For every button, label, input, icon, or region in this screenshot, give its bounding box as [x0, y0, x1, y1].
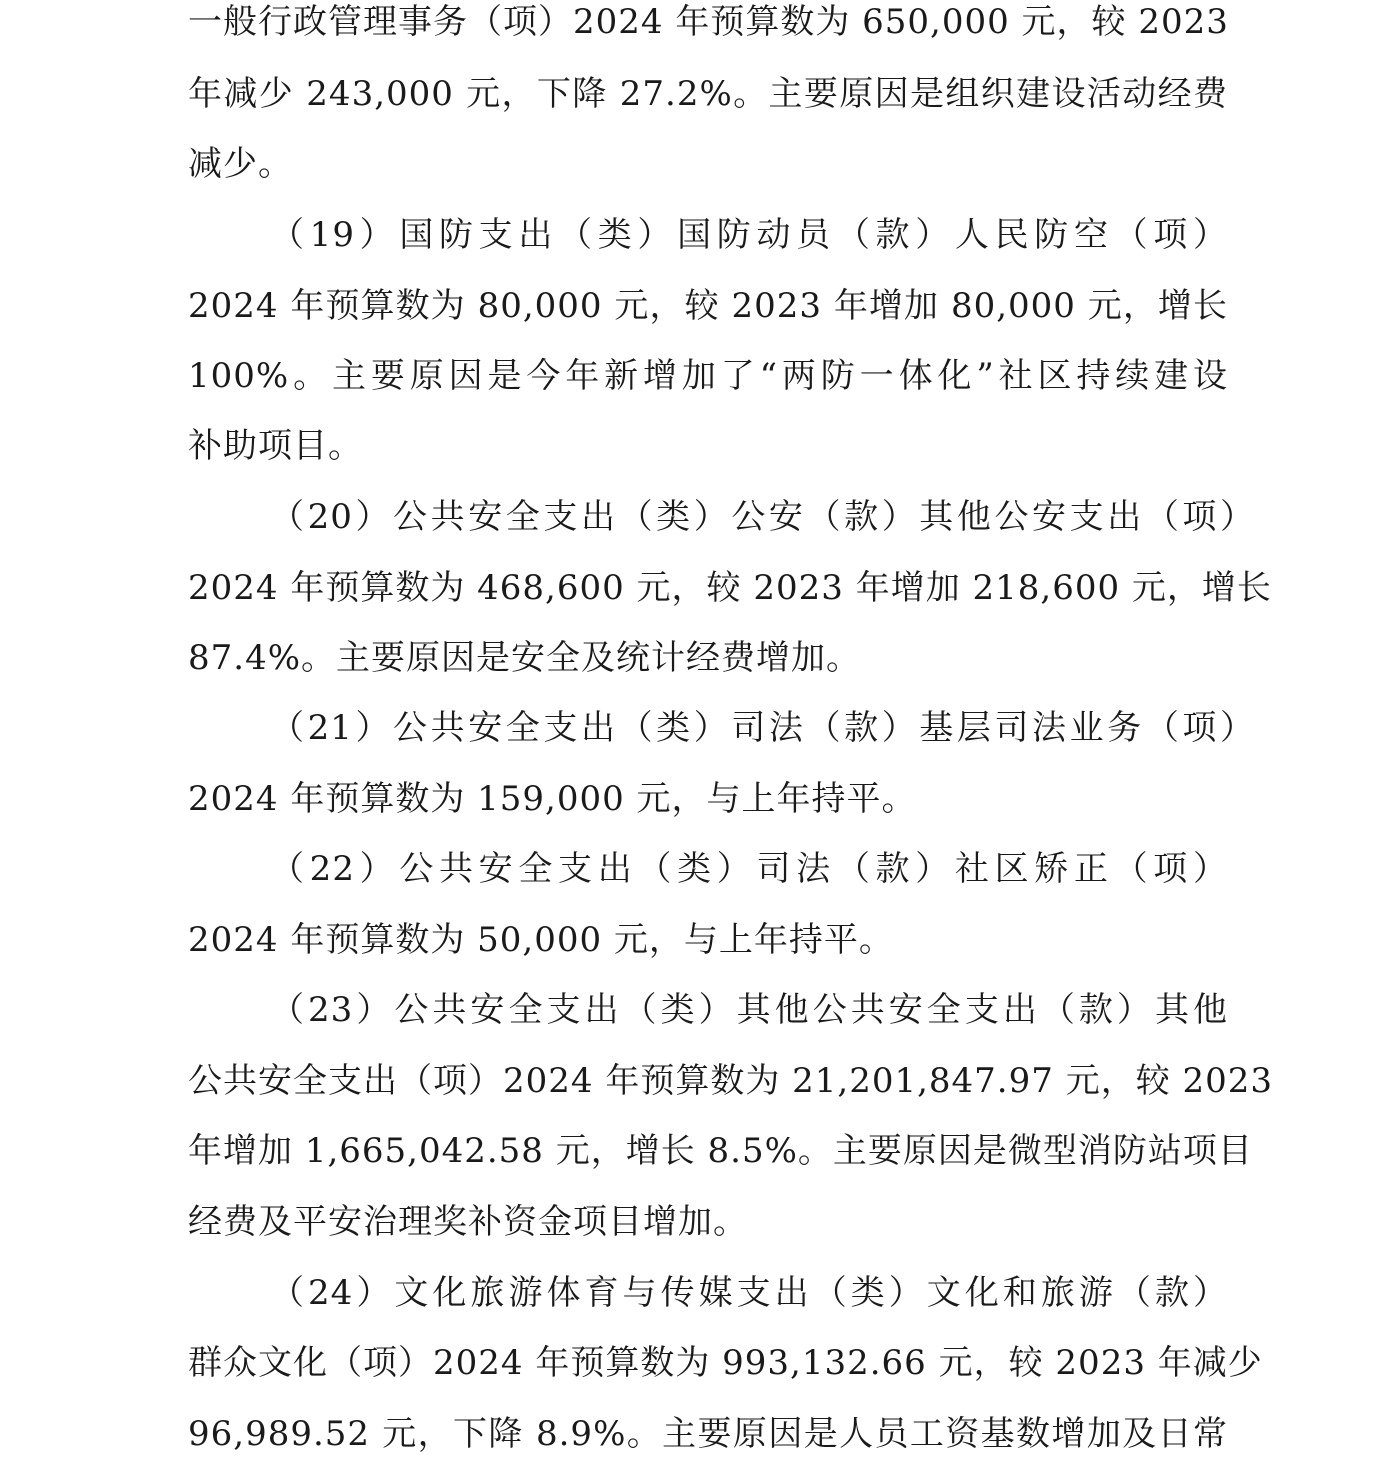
text-line: 年增加 1,665,042.58 元，增长 8.5%。主要原因是微型消防站项目 — [188, 1131, 1253, 1171]
text-line: 减少。 — [188, 144, 293, 184]
text-line: 经费及平安治理奖补资金项目增加。 — [188, 1202, 748, 1242]
text-line: 2024 年预算数为 50,000 元，与上年持平。 — [188, 920, 894, 960]
text-line: 2024 年预算数为 80,000 元，较 2023 年增加 80,000 元，增长 — [188, 286, 1228, 326]
text-line: （23）公共安全支出（类）其他公共安全支出（款）其他 — [270, 990, 1228, 1030]
text-line: 群众文化（项）2024 年预算数为 993,132.66 元，较 2023 年减少 — [188, 1343, 1263, 1383]
text-line: （20）公共安全支出（类）公安（款）其他公安支出（项） — [270, 497, 1255, 537]
text-line: 2024 年预算数为 468,600 元，较 2023 年增加 218,600 元，增长 — [188, 568, 1272, 608]
text-line: （24）文化旅游体育与传媒支出（类）文化和旅游（款） — [270, 1273, 1228, 1313]
text-line: 一般行政管理事务（项）2024 年预算数为 650,000 元，较 2023 — [188, 2, 1229, 42]
text-line: 公共安全支出（项）2024 年预算数为 21,201,847.97 元，较 2023 — [188, 1061, 1274, 1101]
text-line: 96,989.52 元，下降 8.9%。主要原因是人员工资基数增加及日常 — [188, 1414, 1228, 1454]
text-line: 2024 年预算数为 159,000 元，与上年持平。 — [188, 779, 917, 819]
text-line: 补助项目。 — [188, 426, 363, 466]
text-line: （19）国防支出（类）国防动员（款）人民防空（项） — [270, 215, 1228, 255]
text-line: （22）公共安全支出（类）司法（款）社区矫正（项） — [270, 849, 1228, 889]
text-line: （21）公共安全支出（类）司法（款）基层司法业务（项） — [270, 708, 1255, 748]
text-line: 年减少 243,000 元，下降 27.2%。主要原因是组织建设活动经费 — [188, 74, 1228, 114]
text-line: 87.4%。主要原因是安全及统计经费增加。 — [188, 638, 862, 678]
text-line: 100%。主要原因是今年新增加了“两防一体化”社区持续建设 — [188, 356, 1228, 396]
